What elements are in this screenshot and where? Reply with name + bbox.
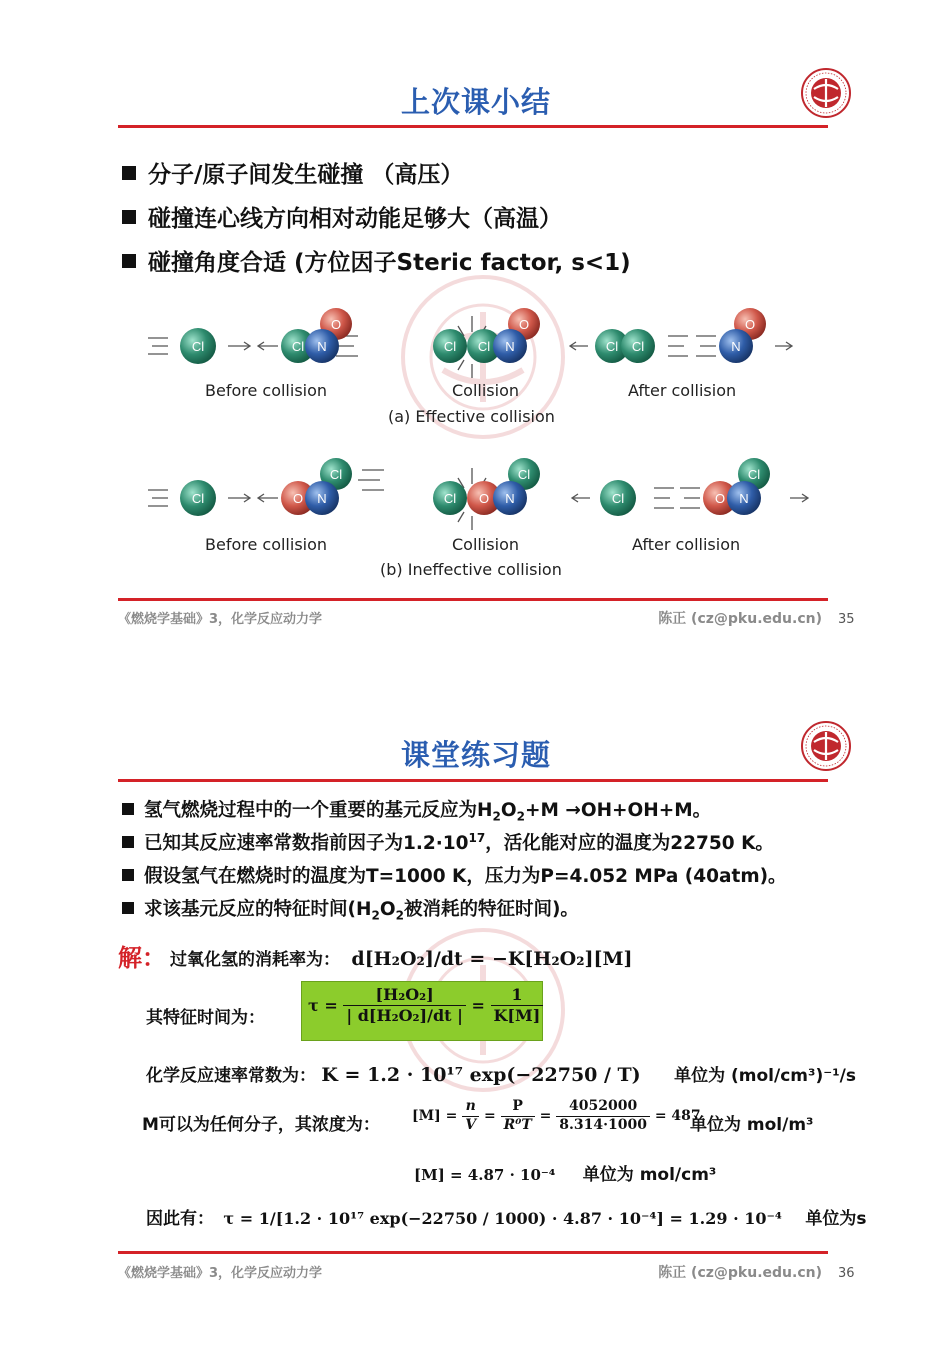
final-result-line: 因此有： τ = 1/[1.2 · 10¹⁷ exp(−22750 / 1000) · 4.87 · 10⁻⁴] = 1.29 · 10⁻⁴ 单位为s (146, 1209, 867, 1229)
svg-text:Cl: Cl (477, 339, 491, 354)
svg-text:N: N (505, 339, 515, 354)
after-collision-label: After collision (628, 381, 737, 400)
concentration-cm3-line: [M] = 4.87 · 10⁻⁴ 单位为 mol/cm³ (414, 1165, 717, 1185)
svg-text:Cl: Cl (631, 339, 645, 354)
svg-text:N: N (317, 339, 327, 354)
peking-university-seal-icon (800, 67, 852, 119)
svg-text:Cl: Cl (443, 491, 457, 506)
bullet-item: 碰撞连心线方向相对动能足够大（高温） (122, 200, 562, 233)
svg-text:O: O (292, 491, 304, 506)
bullet-item: 分子/原子间发生碰撞 （高压） (122, 156, 463, 189)
before-collision-label: Before collision (205, 535, 328, 554)
svg-text:Cl: Cl (443, 339, 457, 354)
title-rule (118, 125, 828, 128)
svg-text:Cl: Cl (191, 491, 205, 506)
rate-constant-equation: K = 1.2 · 10¹⁷ exp(−22750 / T) (321, 1064, 641, 1086)
footer-course: 《燃烧学基础》3，化学反应动力学 (118, 1266, 323, 1281)
svg-text:O: O (478, 491, 490, 506)
before-collision-label: Before collision (205, 381, 328, 400)
characteristic-time-label: 其特征时间为： (146, 1008, 265, 1028)
after-collision-label: After collision (632, 535, 741, 554)
rate-constant-line: 化学反应速率常数为： K = 1.2 · 10¹⁷ exp(−22750 / T) 单位为 (mol/cm³)⁻¹/s (146, 1064, 856, 1086)
svg-text:Cl: Cl (517, 467, 531, 482)
slide1-title: 上次课小结 (400, 85, 551, 119)
tau-formula: τ = $\frac{\text{[H₂O₂]}}{\text{| d[H₂O₂]/dt |}}$ = $\frac{1}{K[M]}$ (308, 985, 543, 1026)
svg-text:Cl: Cl (329, 467, 343, 482)
svg-text:O: O (518, 317, 530, 332)
svg-text:Cl: Cl (605, 339, 619, 354)
svg-text:Cl: Cl (191, 339, 205, 354)
peking-university-seal-icon (800, 720, 852, 772)
rate-equation: d[H₂O₂]/dt = −K[H₂O₂][M] (351, 948, 633, 970)
concentration-unit: 单位为 mol/m³ (690, 1115, 814, 1135)
svg-text:N: N (739, 491, 749, 506)
footer-course: 《燃烧学基础》3，化学反应动力学 (118, 612, 323, 627)
final-tau-equation: τ = 1/[1.2 · 10¹⁷ exp(−22750 / 1000) · 4.87 · 10⁻⁴] = 1.29 · 10⁻⁴ (223, 1209, 782, 1228)
svg-text:Cl: Cl (611, 491, 625, 506)
svg-text:O: O (330, 317, 342, 332)
concentration-formula: [M] = $\frac{n}{V}$ = $\frac{P}{\text{R⁰T}}$ = $\frac{4052000}{8.314\cdot 1000}$ = 487 (412, 1098, 701, 1133)
svg-text:Cl: Cl (291, 339, 305, 354)
bullet-item: 假设氢气在燃烧时的温度为T=1000 K，压力为P=4.052 MPa (40atm)。 (122, 862, 787, 888)
svg-text:N: N (505, 491, 515, 506)
bullet-item: 求该基元反应的特征时间($H_2O_2$被消耗的特征时间)。 (122, 895, 579, 923)
page-number: 36 (838, 1266, 855, 1281)
bullet-item: 氢气燃烧过程中的一个重要的基元反应为$H_2O_2+M \to OH+OH+M$。 (122, 796, 711, 824)
concentration-label: M可以为任何分子，其浓度为： (142, 1115, 380, 1135)
svg-text:O: O (744, 317, 756, 332)
svg-text:Cl: Cl (747, 467, 761, 482)
svg-text:O: O (714, 491, 726, 506)
svg-text:N: N (317, 491, 327, 506)
title-rule (118, 779, 828, 782)
collision-label: Collision (452, 381, 520, 400)
bullet-item: 已知其反应速率常数指前因子为$1.2\cdot 10^{17}$，活化能对应的温度为22750 K。 (122, 829, 774, 855)
slide2-title: 课堂练习题 (400, 738, 551, 772)
solution-mark: 解： (118, 944, 166, 972)
footer-rule (118, 1251, 828, 1254)
consumption-rate-line: 过氧化氢的消耗率为： d[H₂O₂]/dt = −K[H₂O₂][M] (170, 948, 633, 970)
footer-author: 陈正 (cz@pku.edu.cn) (658, 611, 822, 627)
svg-text:N: N (731, 339, 741, 354)
collision-label: Collision (452, 535, 520, 554)
footer-rule (118, 598, 828, 601)
effective-collision-caption: (a) Effective collision (388, 407, 555, 426)
page-number: 35 (838, 612, 855, 627)
ineffective-collision-caption: (b) Ineffective collision (380, 560, 562, 579)
bullet-item: 碰撞角度合适 (方位因子Steric factor, s<1) (122, 244, 631, 277)
footer-author: 陈正 (cz@pku.edu.cn) (658, 1265, 822, 1281)
